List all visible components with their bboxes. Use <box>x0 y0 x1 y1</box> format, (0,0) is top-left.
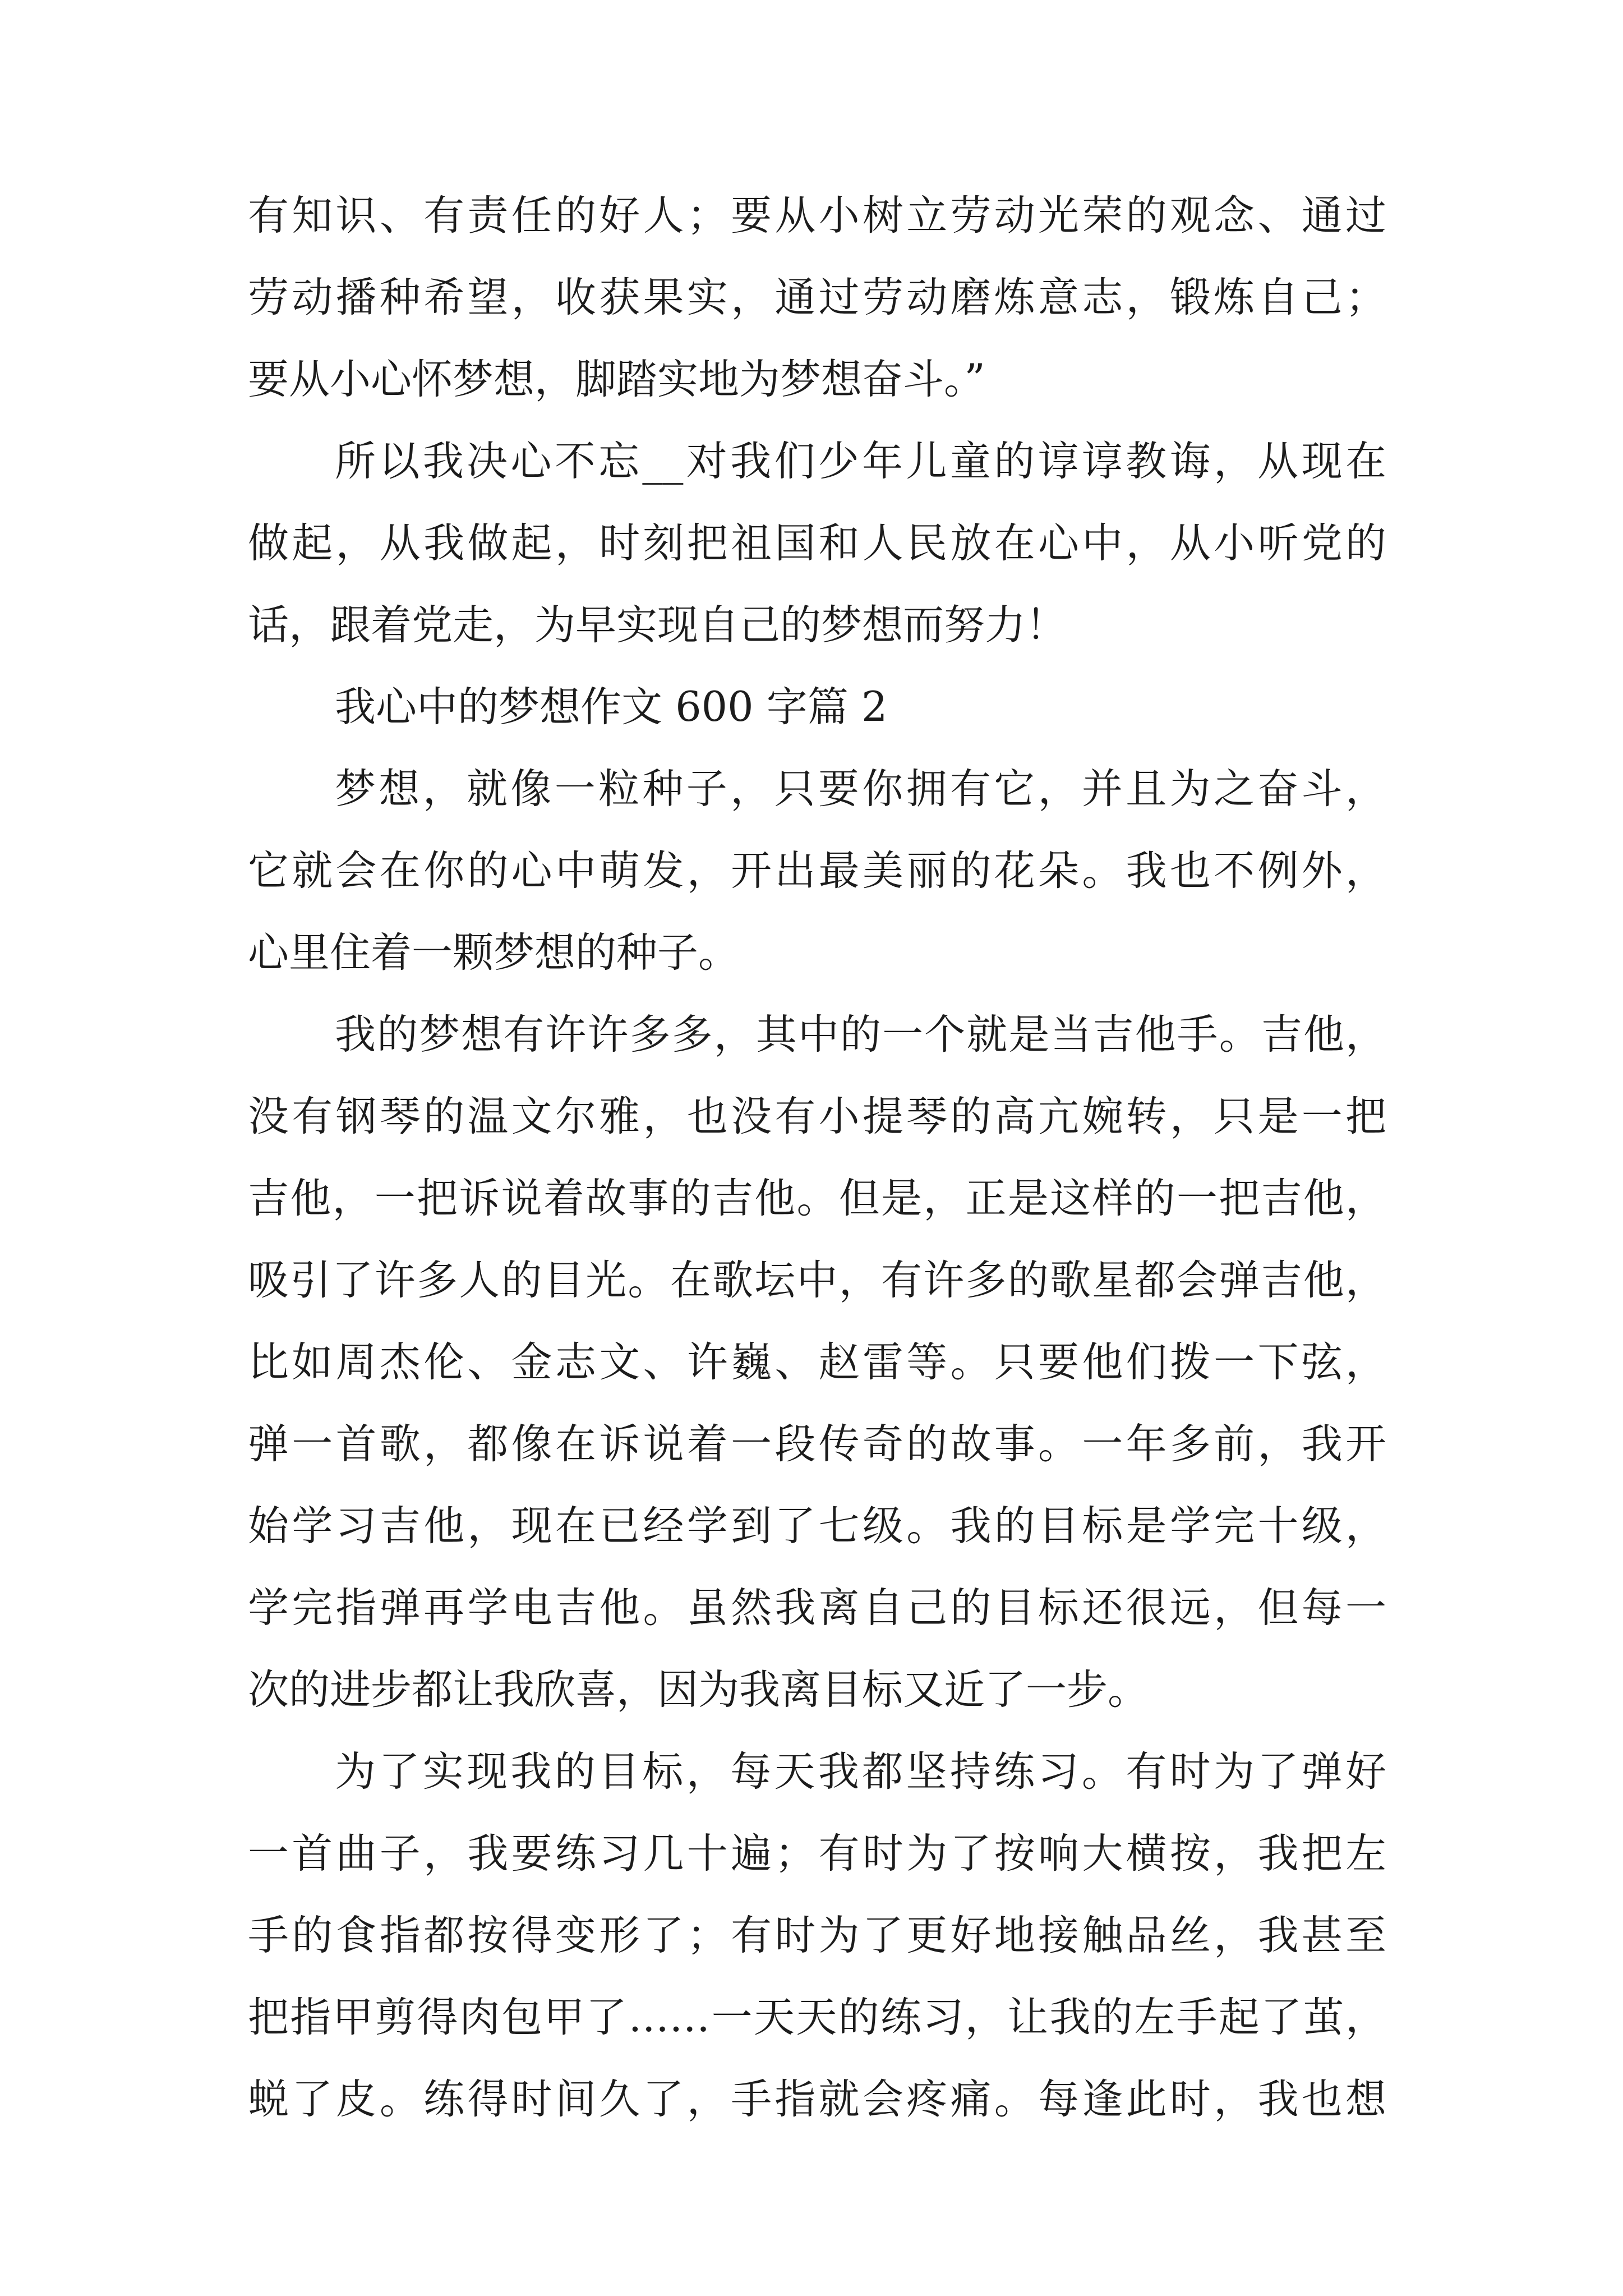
text-line: 手的食指都按得变形了；有时为了更好地接触品丝，我甚至 <box>248 1912 1386 1959</box>
text-line: 一首曲子，我要练习几十遍；有时为了按响大横按，我把左 <box>248 1830 1386 1878</box>
text-line: 始学习吉他，现在已经学到了七级。我的目标是学完十级， <box>248 1502 1386 1550</box>
paragraph-first-line: 所以我决心不忘__对我们少年儿童的谆谆教诲，从现在 <box>335 438 1386 485</box>
text-line: 有知识、有责任的好人；要从小树立劳动光荣的观念、通过 <box>248 192 1386 240</box>
text-line: 做起，从我做起，时刻把祖国和人民放在心中，从小听党的 <box>248 519 1386 567</box>
paragraph-first-line: 我的梦想有许许多多，其中的一个就是当吉他手。吉他， <box>335 1011 1386 1059</box>
section-heading: 我心中的梦想作文 600 字篇 2 <box>335 683 888 731</box>
text-line: 把指甲剪得肉包甲了……一天天的练习，让我的左手起了茧， <box>248 1994 1386 2041</box>
text-line: 吉他，一把诉说着故事的吉他。但是，正是这样的一把吉他， <box>248 1175 1386 1222</box>
text-line: 蜕了皮。练得时间久了，手指就会疼痛。每逢此时，我也想 <box>248 2076 1386 2123</box>
paragraph-first-line: 梦想，就像一粒种子，只要你拥有它，并且为之奋斗， <box>335 765 1386 813</box>
text-line: 心里住着一颗梦想的种子。 <box>248 929 739 977</box>
text-line: 吸引了许多人的目光。在歌坛中，有许多的歌星都会弹吉他， <box>248 1257 1386 1304</box>
paragraph-first-line: 为了实现我的目标，每天我都坚持练习。有时为了弹好 <box>335 1748 1386 1796</box>
text-line: 没有钢琴的温文尔雅，也没有小提琴的高亢婉转，只是一把 <box>248 1093 1386 1140</box>
text-line: 学完指弹再学电吉他。虽然我离自己的目标还很远，但每一 <box>248 1584 1386 1632</box>
text-line: 弹一首歌，都像在诉说着一段传奇的故事。一年多前，我开 <box>248 1420 1386 1468</box>
text-line: 劳动播种希望，收获果实，通过劳动磨炼意志，锻炼自己； <box>248 274 1386 321</box>
text-line: 话，跟着党走，为早实现自己的梦想而努力！ <box>248 601 1067 649</box>
text-line: 要从小心怀梦想，脚踏实地为梦想奋斗。” <box>248 356 985 403</box>
text-line: 比如周杰伦、金志文、许巍、赵雷等。只要他们拨一下弦， <box>248 1338 1386 1386</box>
text-line: 次的进步都让我欣喜，因为我离目标又近了一步。 <box>248 1666 1149 1714</box>
text-line: 它就会在你的心中萌发，开出最美丽的花朵。我也不例外， <box>248 847 1386 895</box>
